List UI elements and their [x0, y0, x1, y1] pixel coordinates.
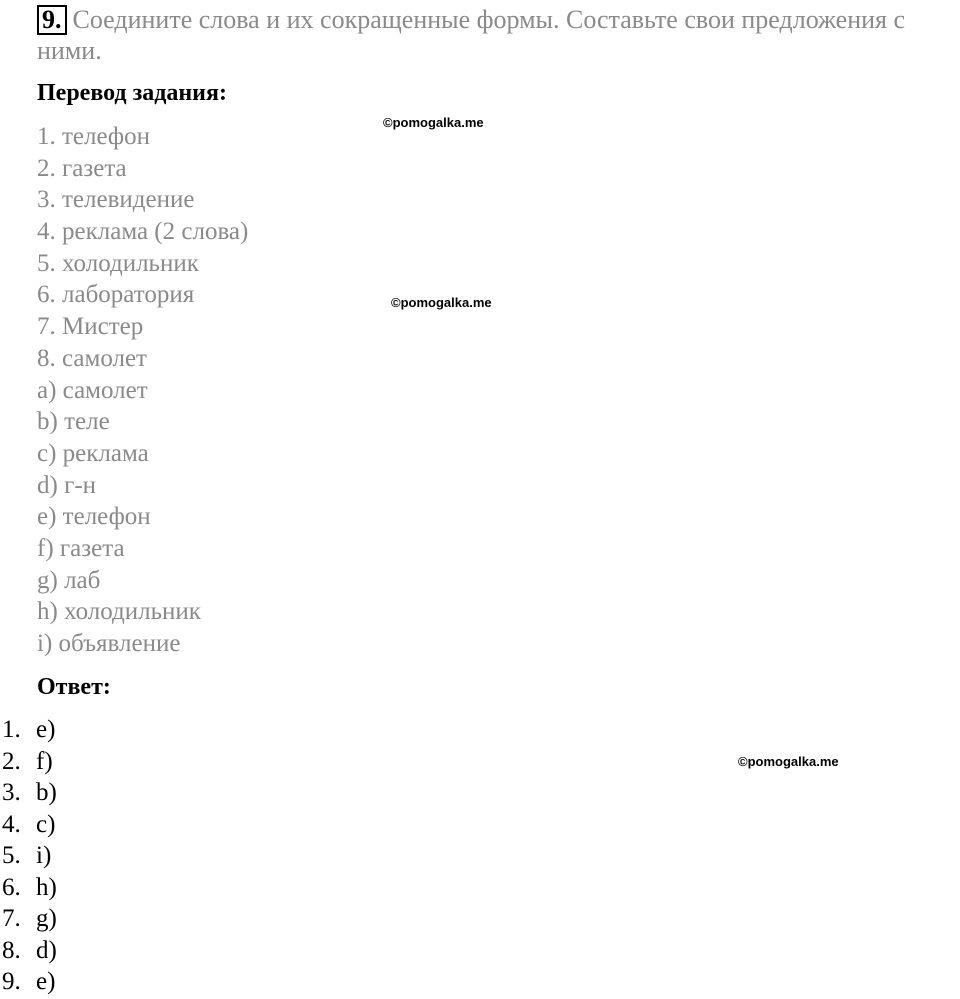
- answer-value: e): [36, 968, 56, 995]
- answer-value: c): [36, 810, 56, 838]
- list-item: f) газета: [37, 534, 125, 562]
- answer-number: 1.: [2, 716, 21, 743]
- list-item: 3. телевидение: [37, 186, 195, 214]
- list-item: h) холодильник: [37, 598, 201, 626]
- watermark: ©pomogalka.me: [383, 115, 484, 130]
- translation-list: [37, 121, 248, 660]
- list-item: 6. лаборатория: [37, 281, 195, 309]
- answer-value: d): [36, 936, 57, 964]
- answer-value: g): [36, 905, 57, 932]
- answer-item: [0, 840, 57, 872]
- answer-number: 7.: [2, 905, 21, 932]
- list-item: 4. реклама (2 слова): [37, 218, 249, 246]
- answer-item: [0, 935, 57, 967]
- list-item: 5. холодильник: [37, 249, 199, 277]
- answer-item: [0, 777, 57, 809]
- list-item: a) самолет: [37, 376, 148, 404]
- answer-number: 5.: [2, 842, 21, 869]
- list-item: d) г-н: [37, 471, 97, 499]
- translation-heading: Перевод задания:: [37, 80, 227, 106]
- answer-value: i): [36, 842, 52, 869]
- list-item: c) реклама: [37, 439, 149, 467]
- answer-item: [0, 746, 57, 778]
- answer-heading: Ответ:: [37, 674, 111, 700]
- list-item: 7. Мистер: [37, 313, 144, 341]
- answer-item: [0, 714, 57, 746]
- answer-number: 4.: [2, 810, 21, 838]
- list-item: 2. газета: [37, 154, 127, 182]
- watermark: ©pomogalka.me: [738, 754, 839, 769]
- task-text: Соедините слова и их сокращенные формы. Составьте свои предложения с ними.: [37, 5, 906, 65]
- watermark: ©pomogalka.me: [391, 295, 492, 310]
- answer-item: [0, 809, 57, 841]
- list-item: i) объявление: [37, 630, 181, 657]
- task-header: [37, 4, 957, 66]
- list-item: e) телефон: [37, 503, 151, 531]
- answer-number: 6.: [2, 873, 21, 901]
- answer-value: b): [36, 779, 57, 806]
- list-item: 8. самолет: [37, 344, 147, 372]
- answer-value: h): [36, 873, 57, 901]
- answer-item: [0, 872, 57, 904]
- list-item: b) теле: [37, 408, 110, 436]
- answer-value: e): [36, 716, 56, 743]
- task-number: 9.: [37, 5, 67, 35]
- list-item: g) лаб: [37, 566, 101, 594]
- answer-number: 8.: [2, 936, 21, 964]
- answer-item: [0, 903, 57, 935]
- list-item: 1. телефон: [37, 123, 150, 150]
- answer-value: f): [36, 747, 53, 775]
- answer-item: [0, 966, 57, 998]
- answer-list: [0, 714, 57, 998]
- answer-number: 9.: [2, 968, 21, 995]
- answer-number: 2.: [2, 747, 21, 775]
- answer-number: 3.: [2, 779, 21, 806]
